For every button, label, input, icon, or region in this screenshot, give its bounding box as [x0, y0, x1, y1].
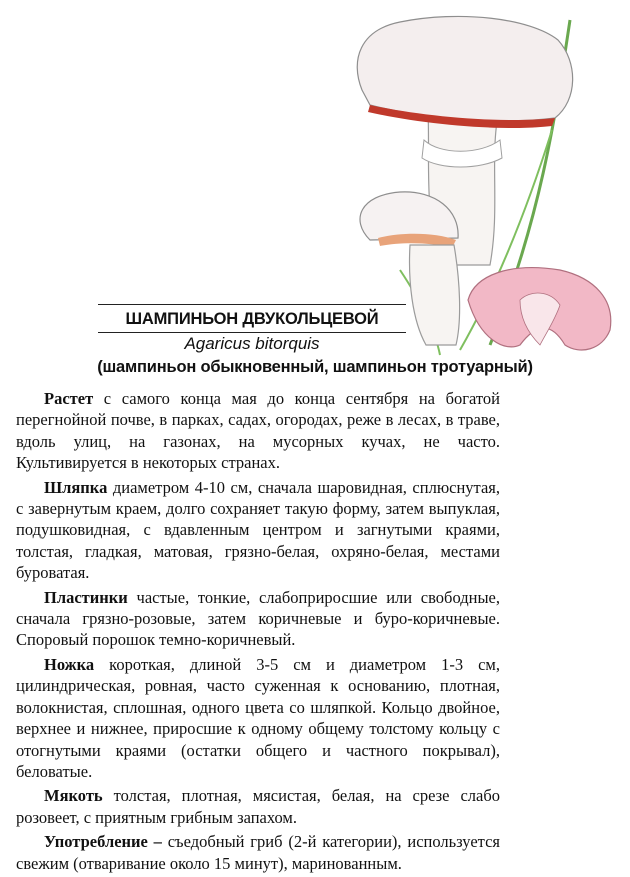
mushroom-cap: [357, 16, 572, 120]
paragraph-text: частые, тонкие, слабоприросшие или свободные, сначала грязно-розовые, затем коричневые и буро-коричневые. Споровый порошок темно-коричневый.: [16, 587, 500, 650]
paragraph-text: толстая, плотная, мясистая, белая, на срезе слабо розовеет, с приятным грибным запахом.: [16, 786, 500, 827]
paragraph-cap: [16, 477, 500, 584]
article-body: [16, 388, 500, 877]
paragraph-text: с самого конца мая до конца сентября на богатой перегнойной почве, в парках, садах, огородах, реже в лесах, в траве, вдоль улиц, на газонах, на мусорных кучах, не часто. Культивируется в некоторых странах.: [16, 389, 500, 473]
paragraph-text: съедобный гриб (2-й категории), используется свежим (отваривание около 15 минут), маринованным.: [16, 832, 500, 873]
paragraph-lead: Растет: [44, 389, 94, 408]
latin-name: Agaricus bitorquis: [184, 334, 320, 353]
paragraph-usage: [16, 831, 500, 874]
title-rule-top: [98, 304, 406, 305]
paragraph-stem: [16, 654, 500, 782]
young-mushroom-stem: [410, 245, 460, 345]
paragraph-lead: Пластинки: [44, 587, 128, 607]
paragraph-lead: Ножка: [44, 654, 95, 674]
paragraph-gills: [16, 587, 500, 651]
paragraph-lead: Употребление –: [44, 832, 162, 852]
page-title: ШАМПИНЬОН ДВУКОЛЬЦЕВОЙ: [125, 310, 379, 328]
title-rule-bottom: [98, 332, 406, 333]
paragraph-lead: Шляпка: [44, 477, 108, 497]
paragraph-growth: [16, 388, 500, 474]
paragraph-flesh: [16, 785, 500, 828]
synonyms: (шампиньон обыкновенный, шампиньон тротуарный): [97, 358, 533, 376]
paragraph-text: диаметром 4-10 см, сначала шаровидная, сплюснутая, с завернутым краем, долго сохраняет такую форму, затем выпуклая, подушковидная, с вдавленным центром и загнутыми краями, толстая, гладкая, матовая, грязно-белая, охряно-белая, местами буроватая.: [16, 477, 500, 583]
paragraph-text: короткая, длиной 3-5 см и диаметром 1-3 см, цилиндрическая, ровная, часто суженная к основанию, плотная, волокнистая, сплошная, одного цвета со шляпкой. Кольцо двойное, верхнее и нижнее, приросшие к одному общему толстому кольцу с отогнутыми краями (остатки общего и частного покрывал), беловатые.: [16, 654, 500, 781]
paragraph-lead: Мякоть: [44, 786, 103, 806]
